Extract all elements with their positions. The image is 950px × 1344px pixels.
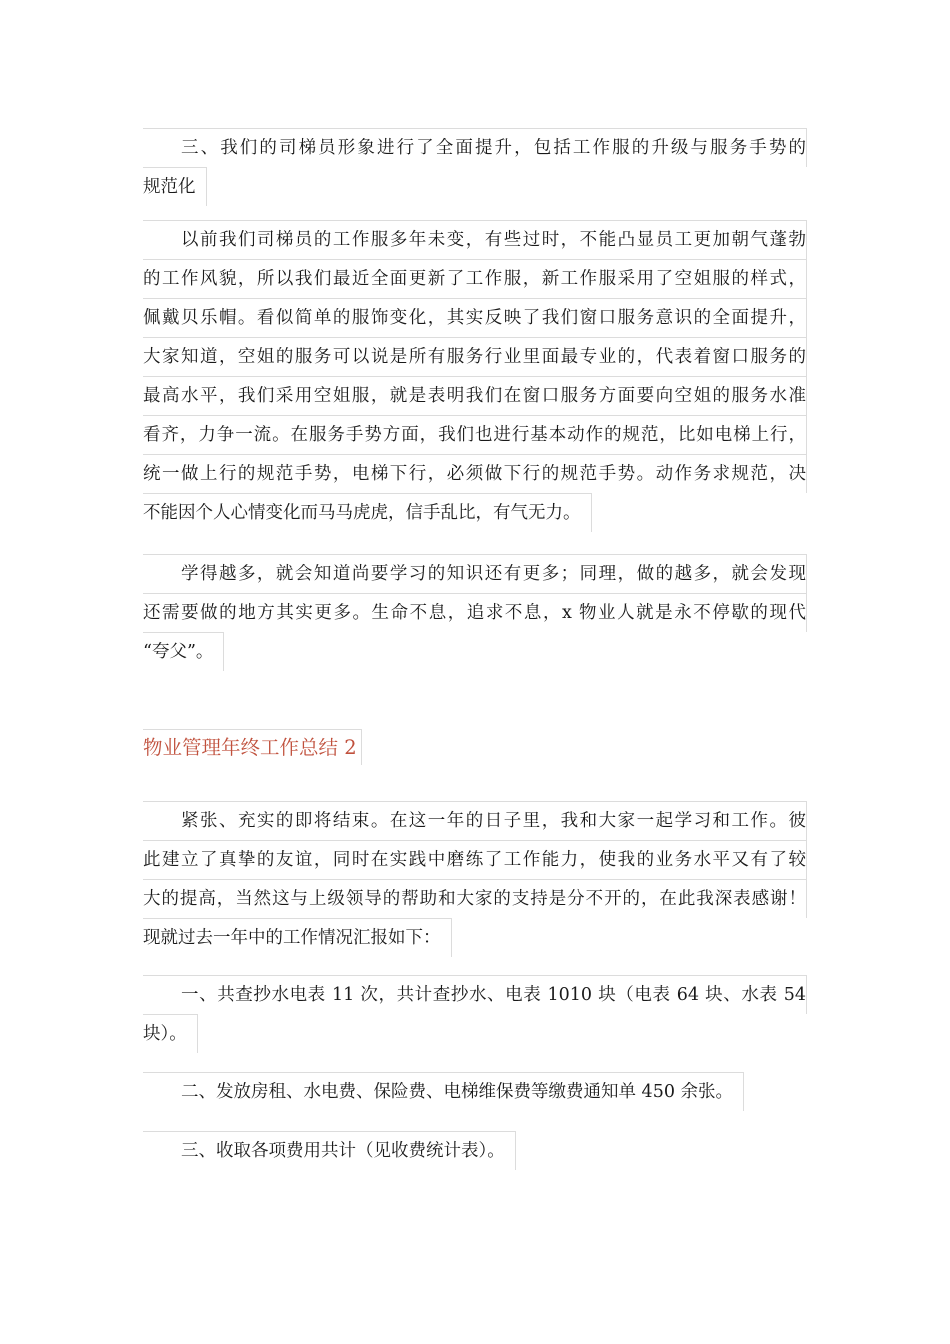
- text-line: 大家知道，空姐的服务可以说是所有服务行业里面最专业的，代表着窗口服务的: [143, 337, 807, 376]
- text-line: 紧张、充实的即将结束。在这一年的日子里，我和大家一起学习和工作。彼: [143, 801, 807, 840]
- paragraph-intro: [143, 801, 807, 957]
- paragraph-meter-reading: [143, 975, 807, 1053]
- text-line: 现就过去一年中的工作情况汇报如下：: [143, 918, 452, 957]
- text-line: 统一做上行的规范手势，电梯下行，必须做下行的规范手势。动作务求规范，决: [143, 454, 807, 493]
- text-line: 最高水平，我们采用空姐服，就是表明我们在窗口服务方面要向空姐的服务水准: [143, 376, 807, 415]
- text-line: 还需要做的地方其实更多。生命不息，追求不息，x 物业人就是永不停歇的现代: [143, 593, 807, 632]
- paragraph-uniform-description: [143, 220, 807, 532]
- paragraph-learning: [143, 554, 807, 671]
- text-line: 二、发放房租、水电费、保险费、电梯维保费等缴费通知单 450 余张。: [143, 1072, 744, 1111]
- paragraph-notices: [143, 1072, 807, 1111]
- text-line: 以前我们司梯员的工作服多年未变，有些过时，不能凸显员工更加朝气蓬勃: [143, 220, 807, 259]
- text-line: 佩戴贝乐帽。看似简单的服饰变化，其实反映了我们窗口服务意识的全面提升，: [143, 298, 807, 337]
- paragraph-fees: [143, 1131, 807, 1170]
- text-line: 三、收取各项费用共计（见收费统计表）。: [143, 1131, 516, 1170]
- text-line: “夸父”。: [143, 632, 224, 671]
- text-line: 学得越多，就会知道尚要学习的知识还有更多；同理，做的越多，就会发现: [143, 554, 807, 593]
- text-line: 大的提高，当然这与上级领导的帮助和大家的支持是分不开的，在此我深表感谢！: [143, 879, 807, 918]
- text-line: 规范化: [143, 167, 207, 206]
- text-line: 看齐，力争一流。在服务手势方面，我们也进行基本动作的规范，比如电梯上行，: [143, 415, 807, 454]
- text-line: 一、共查抄水电表 11 次，共计查抄水、电表 1010 块（电表 64 块、水表 54: [143, 975, 807, 1014]
- text-line: 不能因个人心情变化而马马虎虎，信手乱比，有气无力。: [143, 493, 592, 532]
- text-line: 的工作风貌，所以我们最近全面更新了工作服，新工作服采用了空姐服的样式，: [143, 259, 807, 298]
- section-heading: 物业管理年终工作总结 2: [143, 729, 362, 765]
- paragraph-elevator-image: [143, 128, 807, 206]
- text-line: 三、我们的司梯员形象进行了全面提升，包括工作服的升级与服务手势的: [143, 128, 807, 167]
- text-line: 此建立了真挚的友谊，同时在实践中磨练了工作能力，使我的业务水平又有了较: [143, 840, 807, 879]
- text-line: 块）。: [143, 1014, 198, 1053]
